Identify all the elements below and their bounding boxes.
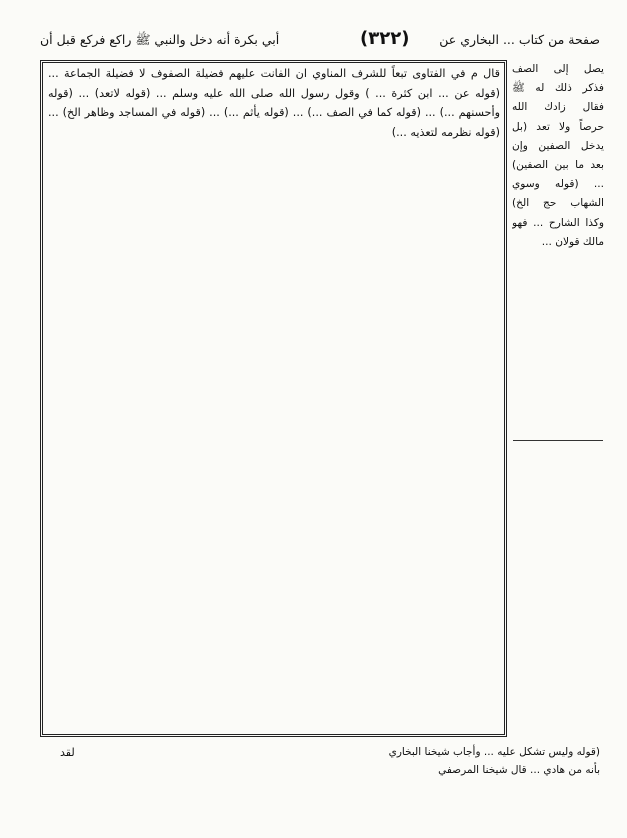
margin-text-body: يصل إلى الصف فذكر ذلك له ﷺ فقال زادك الله حرصاً ولا تعد (بل يدخل الصفين وإن بعد ما بين الصفين) ... (قوله وسوي الشهاب حج الخ) وكذا الشارح ... فهو مالك قولان ... <box>512 63 604 248</box>
page-number: (٣٢٢) <box>360 28 410 49</box>
header-left-text: أبي بكرة أنه دخل والنبي ﷺ راكع فركع قبل أن <box>40 32 280 47</box>
page-header <box>40 28 600 52</box>
header-right-text: صفحة من كتاب ... البخاري عن <box>439 32 600 47</box>
main-text-body: قال م في الفتاوى تبعاً للشرف المناوي ان الفانت عليهم فضيلة الصفوف لا فضيلة الجماعة ... (قوله عن ... ابن كثرة ... ) وقول رسول الله صلى الله عليه وسلم ... (قوله لاتعد) ... (قوله وأحسنهم ...) ... (قوله كما في الصف ...) ... (قوله يأثم ...) ... (قوله في المساجد وظاهر الخ) ... (قوله نظرمه لتعذيه ...) <box>48 67 500 139</box>
margin-commentary <box>512 60 604 735</box>
footer-line-1: (قوله وليس تشكل عليه ... وأجاب شيخنا البخاري <box>388 746 600 758</box>
margin-separator <box>513 440 603 441</box>
page-footer <box>40 744 600 804</box>
footer-line-2: بأنه من هادي ... قال شيخنا المرصفي <box>438 764 600 776</box>
main-text <box>48 64 500 734</box>
catchword: لقد <box>60 746 75 759</box>
